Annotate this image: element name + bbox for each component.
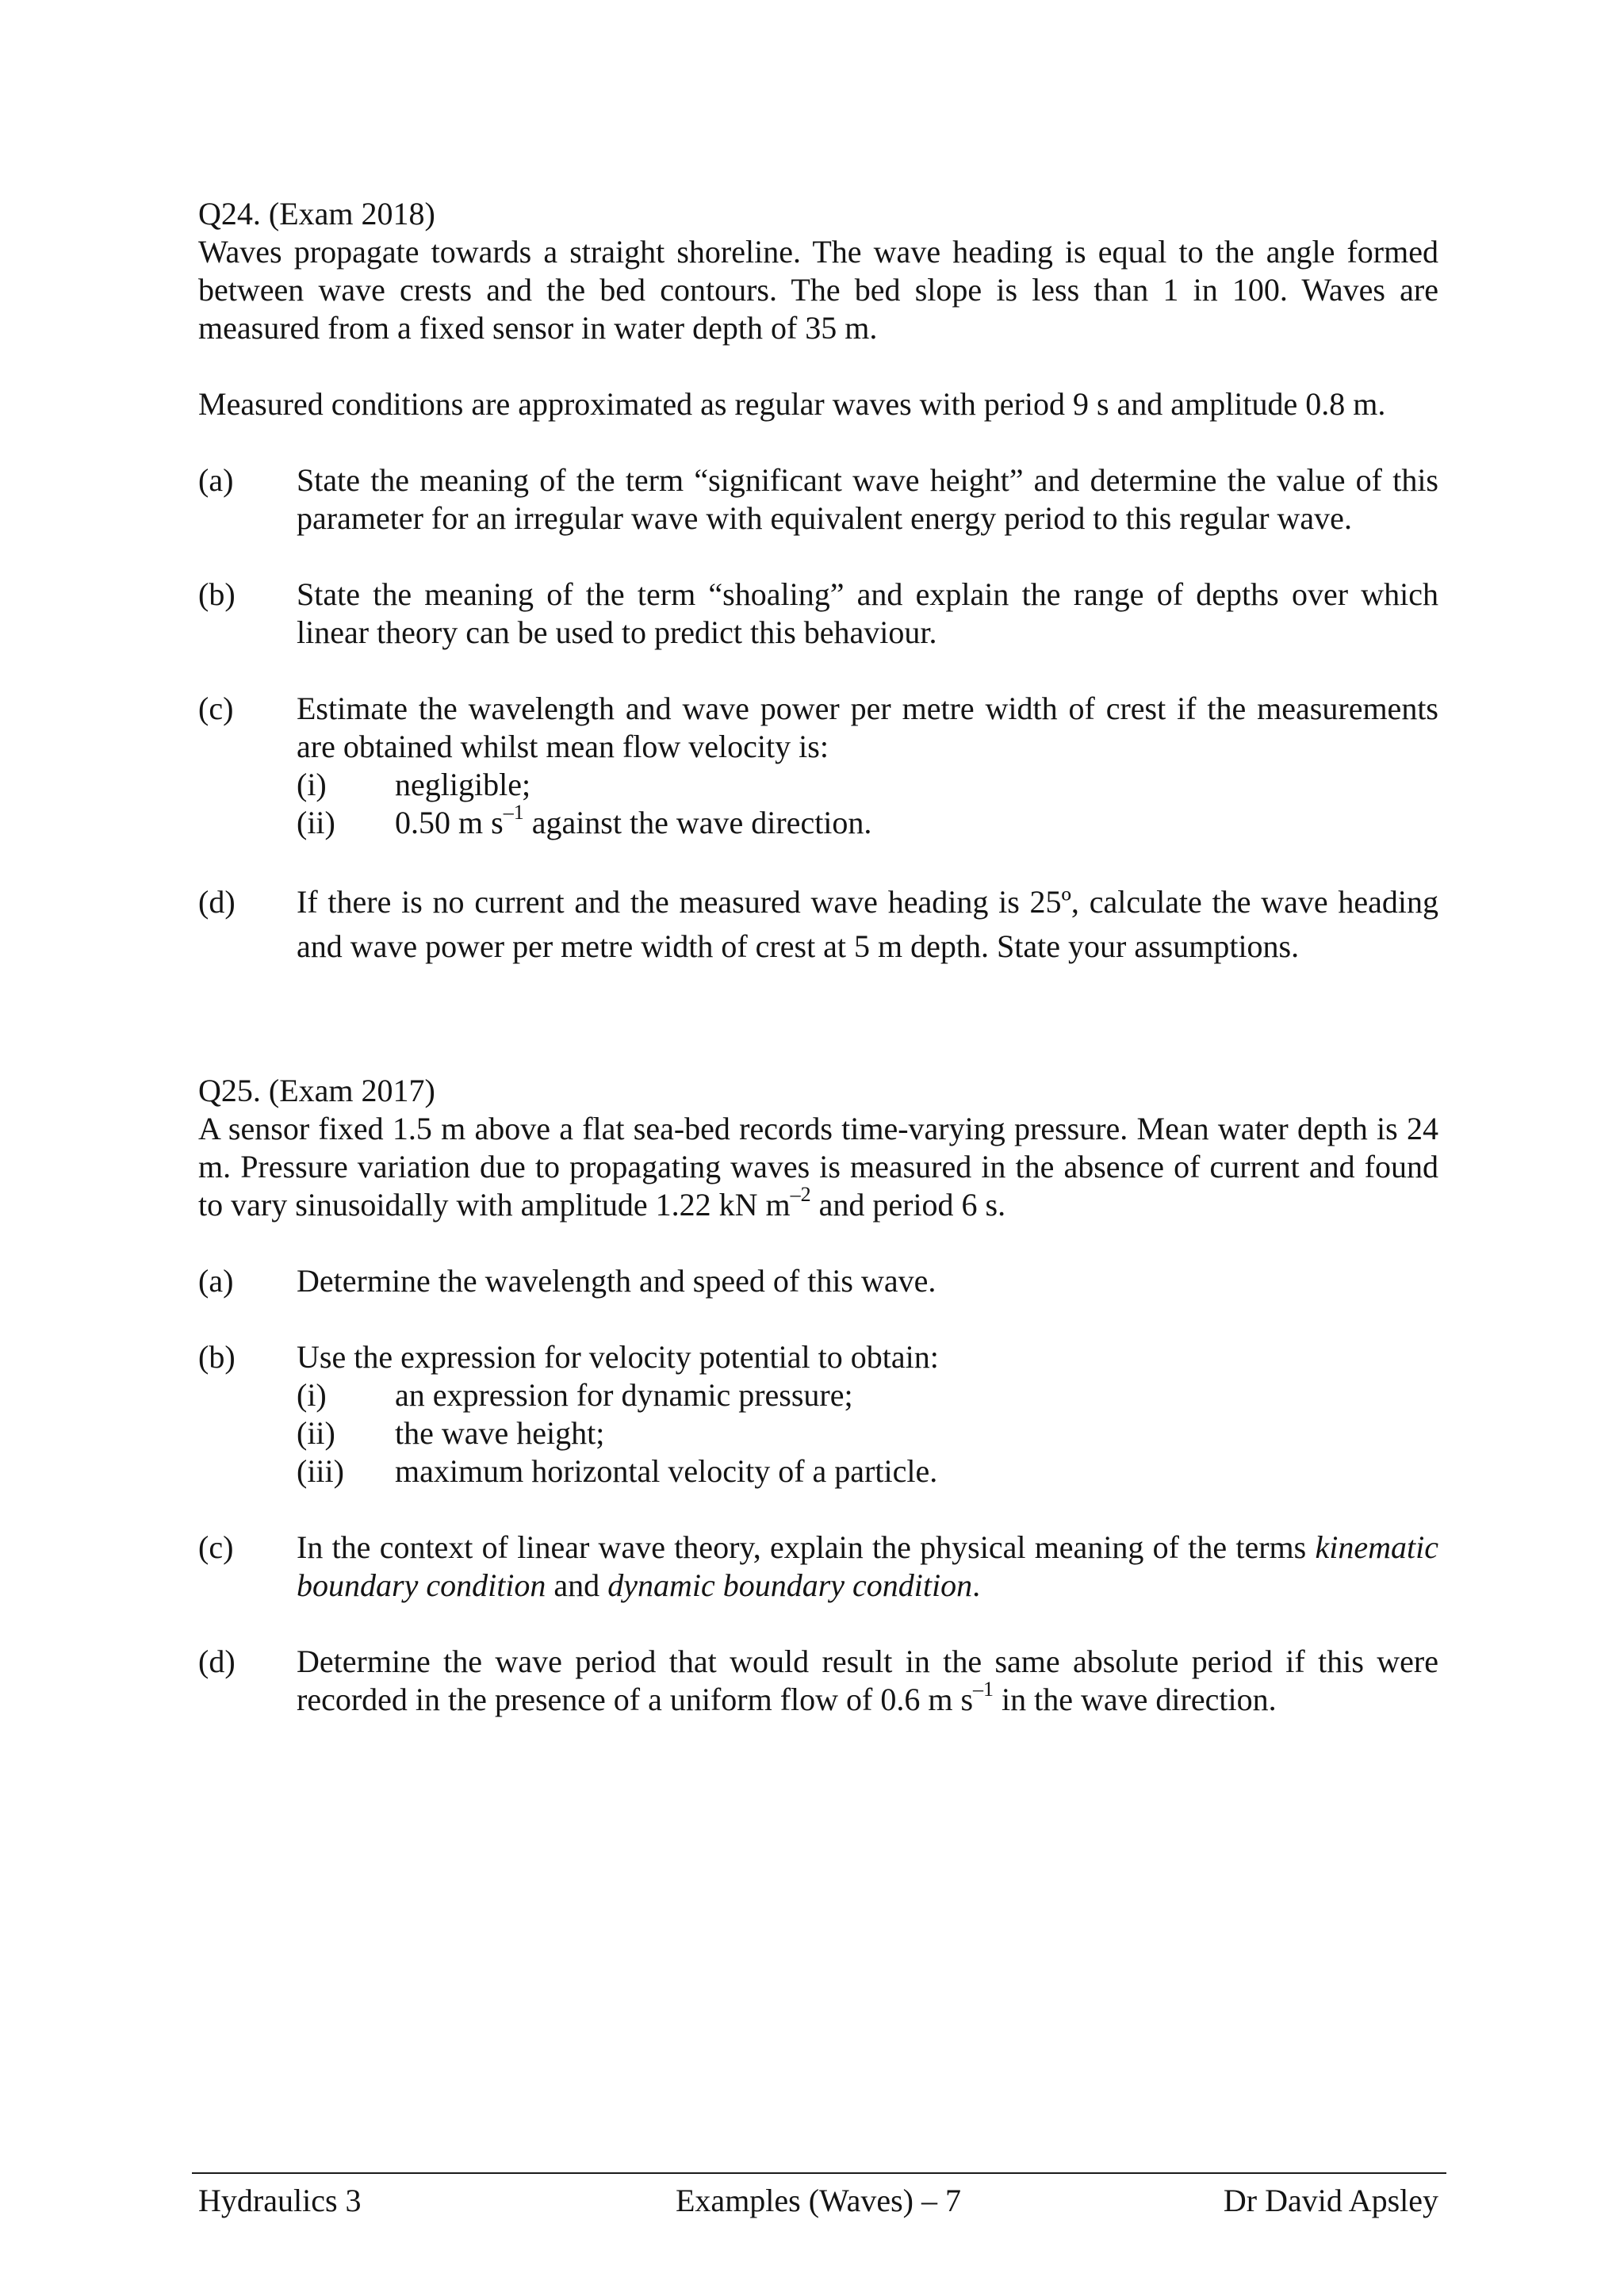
- part-a: [198, 461, 1438, 538]
- part-label: (b): [198, 576, 236, 612]
- footer-author: Dr David Apsley: [1223, 2183, 1438, 2218]
- subpart-text: maximum horizontal velocity of a particle.: [395, 1453, 938, 1489]
- part-b: [198, 1338, 1438, 1490]
- subpart-label: (iii): [297, 1453, 344, 1489]
- part-d: [198, 1643, 1438, 1719]
- part-b: [198, 576, 1438, 652]
- footer-page-label: Examples (Waves) – 7: [676, 2183, 961, 2218]
- part-c: [198, 690, 1438, 842]
- footer-course: Hydraulics 3: [198, 2183, 362, 2218]
- subpart-text: an expression for dynamic pressure;: [395, 1377, 853, 1413]
- question-title: Q25. (Exam 2017): [198, 1073, 435, 1108]
- subpart-text: the wave height;: [395, 1415, 605, 1451]
- subpart-label: (i): [297, 1377, 327, 1413]
- part-text: Estimate the wavelength and wave power per metre width of crest if the measurements are obtained whilst mean flow velocity is:: [297, 691, 1438, 764]
- question-intro: Waves propagate towards a straight shoreline. The wave heading is equal to the angle formed between wave crests and the bed contours. The bed slope is less than 1 in 100. Waves are measured from a fixed sensor in water depth of 35 m.: [198, 234, 1438, 346]
- footer-divider: [192, 2172, 1446, 2174]
- part-text: If there is no current and the measured wave heading is 25º, calculate the wave heading and wave power per metre width of crest at 5 m depth. State your assumptions.: [297, 884, 1438, 964]
- part-text: Use the expression for velocity potential to obtain:: [297, 1339, 939, 1375]
- subpart-label: (ii): [297, 1415, 335, 1451]
- page-footer: [198, 2182, 1438, 2220]
- part-label: (c): [198, 1529, 234, 1565]
- subpart-ii: [297, 800, 1438, 842]
- part-text: Determine the wavelength and speed of this wave.: [297, 1263, 936, 1299]
- subpart-label: (i): [297, 767, 327, 802]
- page-content: [198, 195, 1438, 1719]
- part-label: (d): [198, 1644, 236, 1679]
- part-label: (a): [198, 462, 234, 498]
- subpart-text: 0.50 m $s^{-1}$ against the wave direction.: [395, 800, 872, 840]
- part-label: (c): [198, 691, 234, 726]
- part-label: (d): [198, 884, 236, 920]
- part-text: Determine the wave period that would result in the same absolute period if this were recorded in the presence of a uniform flow of 0.6 m $s^{-1}$ in the wave direction.: [297, 1644, 1438, 1717]
- subpart-iii: [297, 1452, 1438, 1490]
- part-body: [297, 690, 1438, 842]
- part-label: (a): [198, 1263, 234, 1299]
- part-text: State the meaning of the term “significant wave height” and determine the value of this parameter for an irregular wave with equivalent energy period to this regular wave.: [297, 462, 1438, 536]
- measured-conditions: Measured conditions are approximated as regular waves with period 9 s and amplitude 0.8 m.: [198, 386, 1386, 422]
- question-title: Q24. (Exam 2018): [198, 196, 435, 232]
- subpart-i: [297, 766, 1438, 804]
- question-24: [198, 195, 1438, 969]
- part-a: [198, 1262, 1438, 1300]
- part-text: State the meaning of the term “shoaling” and explain the range of depths over which linear theory can be used to predict this behaviour.: [297, 576, 1438, 650]
- part-c: [198, 1529, 1438, 1605]
- subpart-i: [297, 1376, 1438, 1414]
- question-intro: A sensor fixed 1.5 m above a flat sea-bed records time-varying pressure. Mean water depth is 24 m. Pressure variation due to propagating waves is measured in the absence of current and found to vary sinusoidally with amplitude 1.22 kN $m^{-2}$ and period 6 s.: [198, 1111, 1438, 1223]
- part-text: In the context of linear wave theory, explain the physical meaning of the terms kinematic boundary condition and dynamic boundary condition.: [297, 1529, 1438, 1603]
- subpart-text: negligible;: [395, 767, 531, 802]
- part-body: [297, 1338, 1438, 1490]
- subpart-ii: [297, 1414, 1438, 1452]
- question-25: [198, 1072, 1438, 1719]
- part-label: (b): [198, 1339, 236, 1375]
- part-d: [198, 880, 1438, 969]
- subpart-label: (ii): [297, 805, 335, 840]
